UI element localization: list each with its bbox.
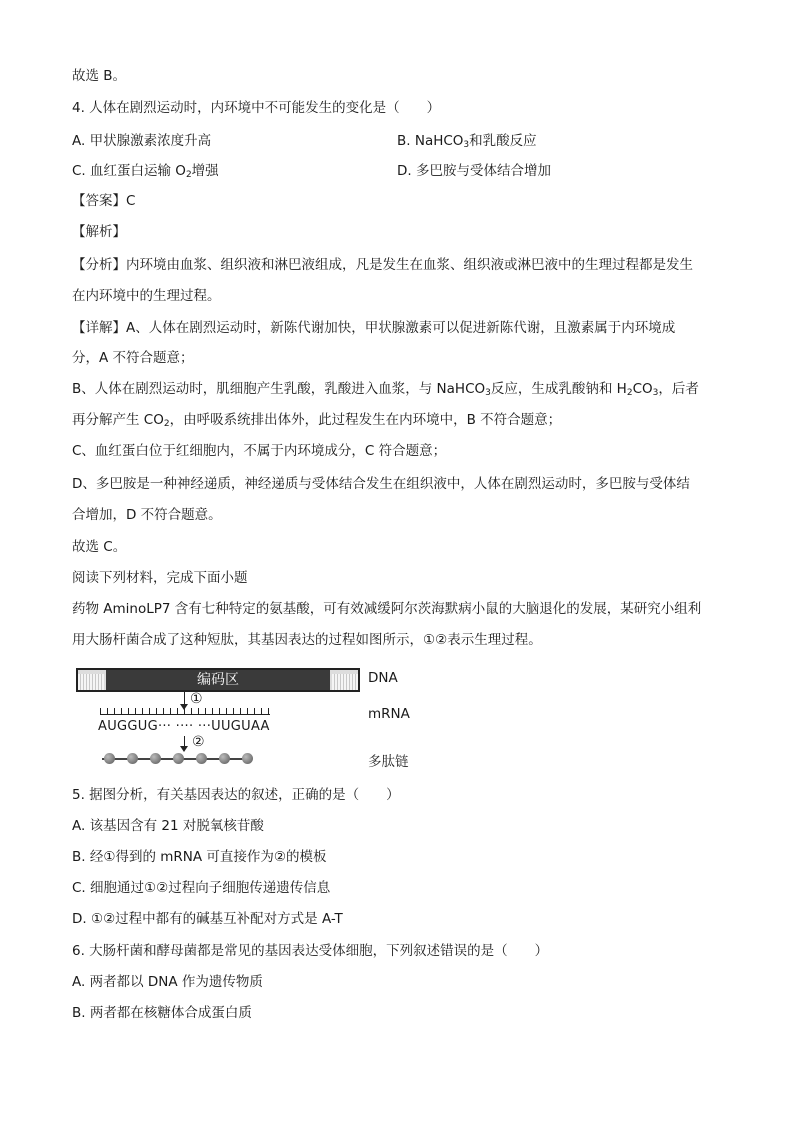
question-5-option-b: B. 经①得到的 mRNA 可直接作为②的模板 <box>72 849 327 865</box>
detail-b-line-2: 再分解产生 $CO_2$，由呼吸系统排出体外，此过程发生在内环境中，B 不符合题意； <box>72 412 562 429</box>
question-6-option-b: B. 两者都在核糖体合成蛋白质 <box>72 1005 252 1021</box>
amino-acid-bead <box>219 753 230 764</box>
gene-expression-diagram <box>72 664 410 774</box>
material-line-1: 药物 AminoLP7 含有七种特定的氨基酸，可有效减缓阿尔茨海默病小鼠的大脑退化的发展，某研究小组利 <box>72 601 702 617</box>
detail-b-line-1: B、人体在剧烈运动时，肌细胞产生乳酸，乳酸进入血浆，与 NaHCO$_3$反应，生成乳酸钠和 $H_2CO_3$，后者 <box>72 381 699 398</box>
question-4-option-d: D. 多巴胺与受体结合增加 <box>397 163 551 179</box>
question-5-option-a: A. 该基因含有 21 对脱氧核苷酸 <box>72 818 264 834</box>
coding-region-label: 编码区 <box>106 670 330 690</box>
detail-d-line-2: 合增加，D 不符合题意。 <box>72 507 222 523</box>
polypeptide-label: 多肽链 <box>368 754 409 770</box>
fenxi-line-1: 【分析】内环境由血浆、组织液和淋巴液组成，凡是发生在血浆、组织液或淋巴液中的生理过程都是发生 <box>72 257 693 273</box>
question-5-option-d: D. ①②过程中都有的碱基互补配对方式是 A-T <box>72 911 343 927</box>
dna-strand <box>76 668 360 692</box>
analysis-heading: 【解析】 <box>72 224 126 240</box>
conclusion-b: 故选 B。 <box>72 68 127 84</box>
amino-acid-bead <box>173 753 184 764</box>
reading-intro: 阅读下列材料，完成下面小题 <box>72 570 248 586</box>
question-6-option-a: A. 两者都以 DNA 作为遗传物质 <box>72 974 263 990</box>
dna-label: DNA <box>368 670 398 686</box>
step-2-marker: ② <box>192 734 205 750</box>
amino-acid-bead <box>104 753 115 764</box>
detail-c-line: C、血红蛋白位于红细胞内，不属于内环境成分，C 符合题意； <box>72 443 447 459</box>
material-line-2: 用大肠杆菌合成了这种短肽，其基因表达的过程如图所示，①②表示生理过程。 <box>72 632 542 648</box>
question-4-option-a: A. 甲状腺激素浓度升高 <box>72 133 212 149</box>
mrna-strand <box>100 714 270 715</box>
detail-d-line-1: D、多巴胺是一种神经递质，神经递质与受体结合发生在组织液中，人体在剧烈运动时，多巴胺与受体结 <box>72 476 690 492</box>
detail-a-line-1: 【详解】A、人体在剧烈运动时，新陈代谢加快，甲状腺激素可以促进新陈代谢，且激素属于内环境成 <box>72 320 676 336</box>
translation-arrowhead <box>180 746 188 752</box>
question-4-stem: 4. 人体在剧烈运动时，内环境中不可能发生的变化是（ ） <box>72 100 441 116</box>
question-6-stem: 6. 大肠杆菌和酵母菌都是常见的基因表达受体细胞，下列叙述错误的是（ ） <box>72 943 549 959</box>
question-4-option-b: B. NaHCO$_3$和乳酸反应 <box>397 133 537 150</box>
detail-a-line-2: 分，A 不符合题意； <box>72 350 194 366</box>
amino-acid-bead <box>127 753 138 764</box>
conclusion-c: 故选 C。 <box>72 539 127 555</box>
amino-acid-bead <box>150 753 161 764</box>
amino-acid-bead <box>242 753 253 764</box>
amino-acid-bead <box>196 753 207 764</box>
mrna-sequence: AUGGUG··· ···· ···UUGUAA <box>98 719 270 734</box>
dna-noncoding-left <box>78 674 104 690</box>
dna-noncoding-right <box>332 674 358 690</box>
fenxi-line-2: 在内环境中的生理过程。 <box>72 288 221 304</box>
question-4-option-c: C. 血红蛋白运输 $O_2$增强 <box>72 163 219 180</box>
mrna-label: mRNA <box>368 706 410 722</box>
question-5-option-c: C. 细胞通过①②过程向子细胞传递遗传信息 <box>72 880 331 896</box>
step-1-marker: ① <box>190 691 203 707</box>
question-5-stem: 5. 据图分析，有关基因表达的叙述，正确的是（ ） <box>72 787 400 803</box>
answer-line: 【答案】C <box>72 193 136 209</box>
